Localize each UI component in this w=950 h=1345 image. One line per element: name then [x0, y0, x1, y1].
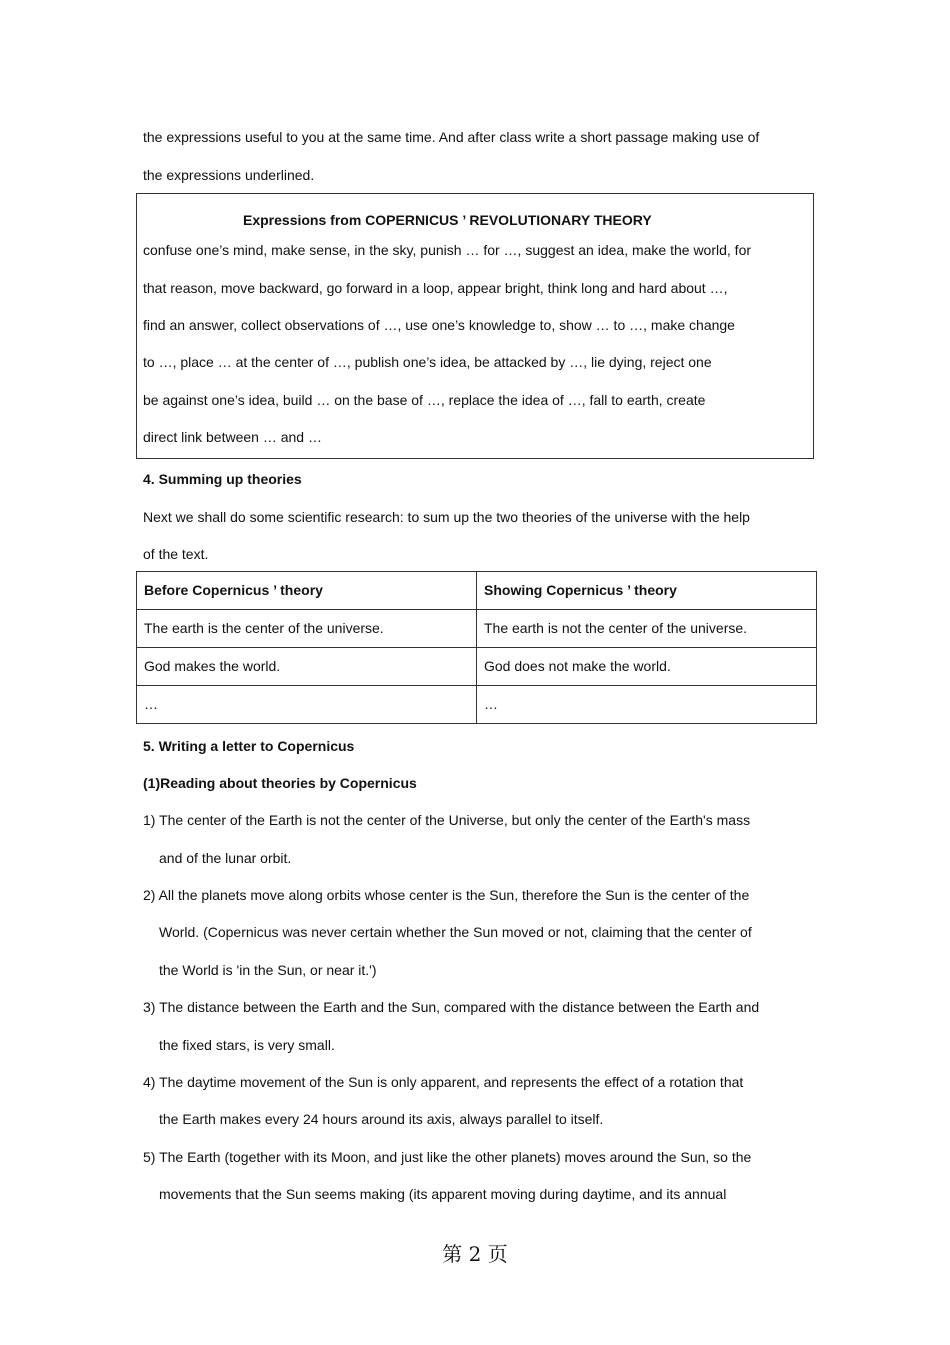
table-cell: The earth is the center of the universe.	[137, 610, 477, 648]
section-4-line-2: of the text.	[143, 546, 209, 562]
list-item-line: World. (Copernicus was never certain whether the Sun moved or not, claiming that the center of	[159, 924, 752, 940]
table-cell: …	[477, 686, 817, 724]
column-header-before: Before Copernicus ’ theory	[137, 572, 477, 610]
expressions-line: be against one’s idea, build … on the base of …, replace the idea of …, fall to earth, create	[143, 392, 706, 408]
table-cell: The earth is not the center of the universe.	[477, 610, 817, 648]
list-item-line: 1) The center of the Earth is not the center of the Universe, but only the center of the Earth's mass	[143, 812, 751, 828]
section-4-line-1: Next we shall do some scientific research: to sum up the two theories of the universe with the help	[143, 509, 750, 525]
table-row	[137, 648, 817, 686]
list-item-line: 5) The Earth (together with its Moon, and just like the other planets) moves around the Sun, so the	[143, 1149, 752, 1165]
table-row	[137, 686, 817, 724]
table-header-row	[137, 572, 817, 610]
section-4-heading: 4. Summing up theories	[143, 471, 302, 487]
list-item-line: the World is 'in the Sun, or near it.')	[159, 962, 377, 978]
list-item-line: and of the lunar orbit.	[159, 850, 292, 866]
expressions-line: that reason, move backward, go forward in a loop, appear bright, think long and hard about …,	[143, 280, 728, 296]
list-item-line: 2) All the planets move along orbits whose center is the Sun, therefore the Sun is the center of the	[143, 887, 750, 903]
table-row	[137, 610, 817, 648]
theory-comparison-table	[136, 571, 817, 724]
intro-line-2: the expressions underlined.	[143, 167, 315, 183]
list-item-line: movements that the Sun seems making (its apparent moving during daytime, and its annual	[159, 1186, 727, 1202]
expressions-line: confuse one’s mind, make sense, in the sky, punish … for …, suggest an idea, make the world, for	[143, 242, 752, 258]
section-5-heading: 5. Writing a letter to Copernicus	[143, 738, 355, 754]
table-cell: …	[137, 686, 477, 724]
expressions-line: to …, place … at the center of …, publish one’s idea, be attacked by …, lie dying, reject one	[143, 354, 712, 370]
expressions-box-title: Expressions from COPERNICUS ’ REVOLUTIONARY THEORY	[243, 212, 652, 228]
column-header-showing: Showing Copernicus ’ theory	[477, 572, 817, 610]
table-cell: God does not make the world.	[477, 648, 817, 686]
list-item-line: 4) The daytime movement of the Sun is only apparent, and represents the effect of a rotation that	[143, 1074, 744, 1090]
list-item-line: 3) The distance between the Earth and the Sun, compared with the distance between the Earth and	[143, 999, 760, 1015]
expressions-line: find an answer, collect observations of …, use one’s knowledge to, show … to …, make change	[143, 317, 735, 333]
section-5-subheading: (1)Reading about theories by Copernicus	[143, 775, 417, 791]
list-item-line: the fixed stars, is very small.	[159, 1037, 335, 1053]
expressions-line: direct link between … and …	[143, 429, 322, 445]
intro-line-1: the expressions useful to you at the same time. And after class write a short passage making use of	[143, 129, 760, 145]
page-number: 第 2 页	[442, 1242, 508, 1266]
table-cell: God makes the world.	[137, 648, 477, 686]
list-item-line: the Earth makes every 24 hours around its axis, always parallel to itself.	[159, 1111, 604, 1127]
